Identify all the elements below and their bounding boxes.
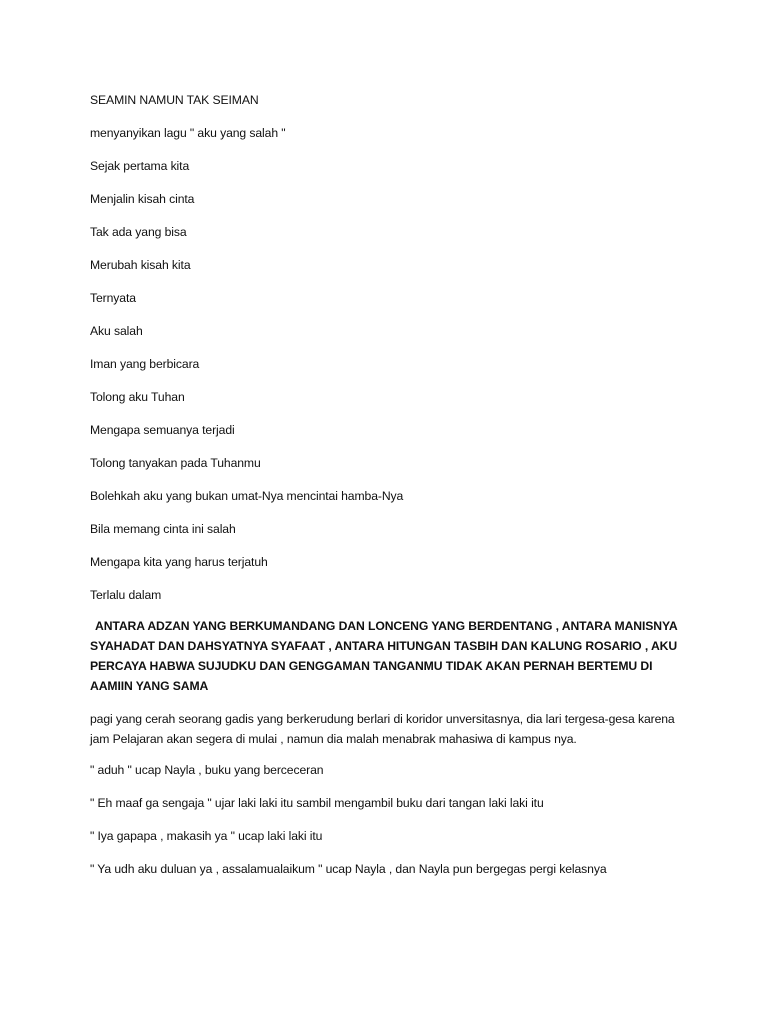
emphasis-paragraph: ANTARA ADZAN YANG BERKUMANDANG DAN LONCENG YANG BERDENTANG , ANTARA MANISNYA SYAHADAT DAN DAHSYATNYA SYAFAAT , ANTARA HITUNGAN TASBIH DAN KALUNG ROSARIO , AKU PERCAYA HABWA SUJUDKU DAN GENGGAMAN TANGANMU TIDAK AKAN PERNAH BERTEMU DI AAMIIN YANG SAMA bbox=[90, 619, 678, 693]
lyric-line: Ternyata bbox=[90, 291, 136, 305]
lyric-line: Terlalu dalam bbox=[90, 588, 162, 602]
story-paragraph: pagi yang cerah seorang gadis yang berkerudung berlari di koridor unversitasnya, dia lari tergesa-gesa karena jam Pelajaran akan segera di mulai , namun dia malah menabrak mahasiwa di kampus nya. bbox=[90, 712, 675, 746]
lyric-line: Iman yang berbicara bbox=[90, 357, 200, 371]
dialogue-line: " Eh maaf ga sengaja " ujar laki laki itu sambil mengambil buku dari tangan laki laki itu bbox=[90, 796, 544, 810]
lyric-line: Menjalin kisah cinta bbox=[90, 192, 195, 206]
lyric-line: Sejak pertama kita bbox=[90, 159, 190, 173]
document-title: SEAMIN NAMUN TAK SEIMAN bbox=[90, 93, 259, 107]
lyric-line: Tak ada yang bisa bbox=[90, 225, 187, 239]
lyric-line: Mengapa kita yang harus terjatuh bbox=[90, 555, 268, 569]
lyric-line: Bila memang cinta ini salah bbox=[90, 522, 236, 536]
lyric-line: Bolehkah aku yang bukan umat-Nya mencintai hamba-Nya bbox=[90, 489, 404, 503]
document-body bbox=[90, 92, 680, 894]
lyric-line: Tolong aku Tuhan bbox=[90, 390, 185, 404]
song-intro: menyanyikan lagu " aku yang salah " bbox=[90, 126, 286, 140]
lyric-line: Tolong tanyakan pada Tuhanmu bbox=[90, 456, 261, 470]
lyric-line: Merubah kisah kita bbox=[90, 258, 191, 272]
lyric-line: Mengapa semuanya terjadi bbox=[90, 423, 235, 437]
dialogue-line: " aduh " ucap Nayla , buku yang berceceran bbox=[90, 763, 324, 777]
lyric-line: Aku salah bbox=[90, 324, 143, 338]
dialogue-line: " Iya gapapa , makasih ya " ucap laki laki itu bbox=[90, 829, 323, 843]
dialogue-line: " Ya udh aku duluan ya , assalamualaikum " ucap Nayla , dan Nayla pun bergegas pergi kelasnya bbox=[90, 862, 607, 876]
